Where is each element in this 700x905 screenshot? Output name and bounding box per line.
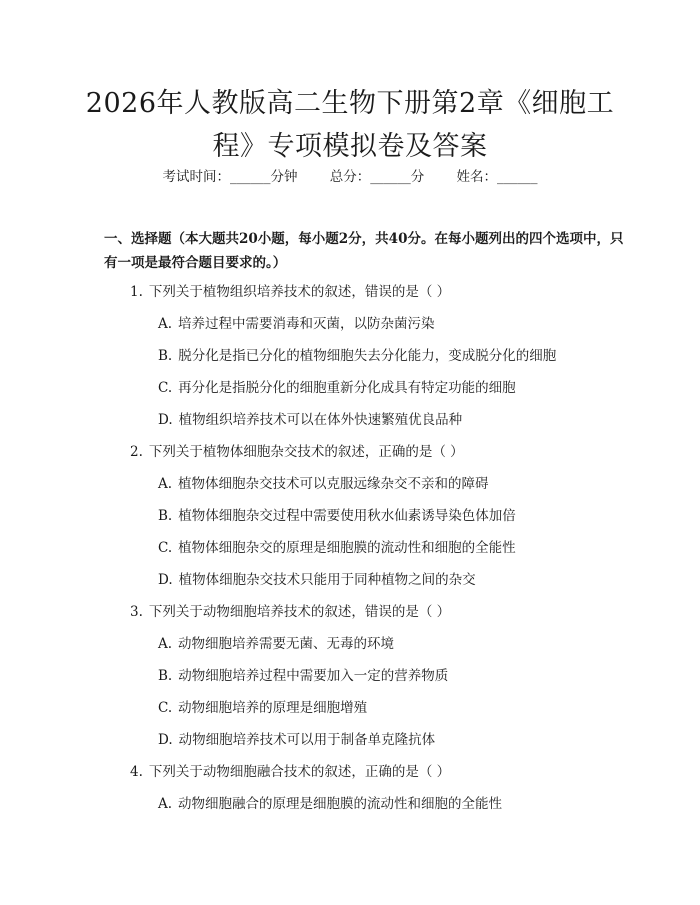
option-1b xyxy=(158,346,556,366)
option-label: D. xyxy=(158,412,173,428)
option-label: B. xyxy=(158,348,173,364)
question-stem: 下列关于植物体细胞杂交技术的叙述，正确的是（ ） xyxy=(148,444,464,460)
question-number: 2. xyxy=(130,444,143,460)
option-3b xyxy=(158,666,448,686)
option-text: 动物细胞培养的原理是细胞增殖 xyxy=(178,700,368,716)
question-4 xyxy=(130,762,450,782)
question-1 xyxy=(130,282,450,302)
option-1d xyxy=(158,410,462,430)
option-2a xyxy=(158,474,489,494)
option-label: A. xyxy=(158,796,173,812)
option-label: A. xyxy=(158,636,173,652)
option-label: C. xyxy=(158,380,173,396)
option-label: A. xyxy=(158,476,173,492)
question-number: 1. xyxy=(130,284,143,300)
total-score-field: 总分：______分 xyxy=(329,169,425,185)
option-text: 动物细胞培养过程中需要加入一定的营养物质 xyxy=(178,668,449,684)
option-label: C. xyxy=(158,540,173,556)
option-text: 脱分化是指已分化的植物细胞失去分化能力，变成脱分化的细胞 xyxy=(178,348,557,364)
option-label: D. xyxy=(158,732,173,748)
question-3 xyxy=(130,602,450,622)
option-text: 植物体细胞杂交技术只能用于同种植物之间的杂交 xyxy=(178,572,476,588)
exam-meta xyxy=(0,167,700,187)
option-label: B. xyxy=(158,508,173,524)
option-text: 植物体细胞杂交过程中需要使用秋水仙素诱导染色体加倍 xyxy=(178,508,516,524)
exam-time-field: 考试时间：______分钟 xyxy=(162,169,298,185)
option-label: B. xyxy=(158,668,173,684)
option-3a xyxy=(158,634,394,654)
exam-title xyxy=(40,82,660,168)
option-text: 动物细胞培养技术可以用于制备单克隆抗体 xyxy=(178,732,436,748)
question-stem: 下列关于动物细胞培养技术的叙述，错误的是（ ） xyxy=(148,604,451,620)
question-2 xyxy=(130,442,464,462)
title-line-2: 程》专项模拟卷及答案 xyxy=(212,131,488,162)
option-1a xyxy=(158,314,435,334)
option-2c xyxy=(158,538,516,558)
question-stem: 下列关于动物细胞融合技术的叙述，正确的是（ ） xyxy=(148,764,451,780)
section-heading: 一、选择题（本大题共20小题，每小题2分，共40分。在每小题列出的四个选项中，只有一项是最符合题目要求的。） xyxy=(104,231,624,271)
student-name-field: 姓名：______ xyxy=(456,169,538,185)
option-label: C. xyxy=(158,700,173,716)
option-text: 动物细胞培养需要无菌、无毒的环境 xyxy=(178,636,395,652)
option-2d xyxy=(158,570,476,590)
option-text: 植物体细胞杂交的原理是细胞膜的流动性和细胞的全能性 xyxy=(178,540,516,556)
option-text: 动物细胞融合的原理是细胞膜的流动性和细胞的全能性 xyxy=(178,796,503,812)
option-label: D. xyxy=(158,572,173,588)
option-label: A. xyxy=(158,316,173,332)
question-stem: 下列关于植物组织培养技术的叙述，错误的是（ ） xyxy=(148,284,451,300)
option-4a xyxy=(158,794,502,814)
option-2b xyxy=(158,506,516,526)
option-text: 培养过程中需要消毒和灭菌，以防杂菌污染 xyxy=(178,316,435,332)
option-text: 再分化是指脱分化的细胞重新分化成具有特定功能的细胞 xyxy=(178,380,516,396)
question-number: 4. xyxy=(130,764,143,780)
option-3c xyxy=(158,698,367,718)
question-number: 3. xyxy=(130,604,143,620)
option-text: 植物体细胞杂交技术可以克服远缘杂交不亲和的障碍 xyxy=(178,476,489,492)
option-text: 植物组织培养技术可以在体外快速繁殖优良品种 xyxy=(178,412,463,428)
option-3d xyxy=(158,730,435,750)
title-line-1: 2026年人教版高二生物下册第2章《细胞工 xyxy=(85,88,615,119)
option-1c xyxy=(158,378,516,398)
